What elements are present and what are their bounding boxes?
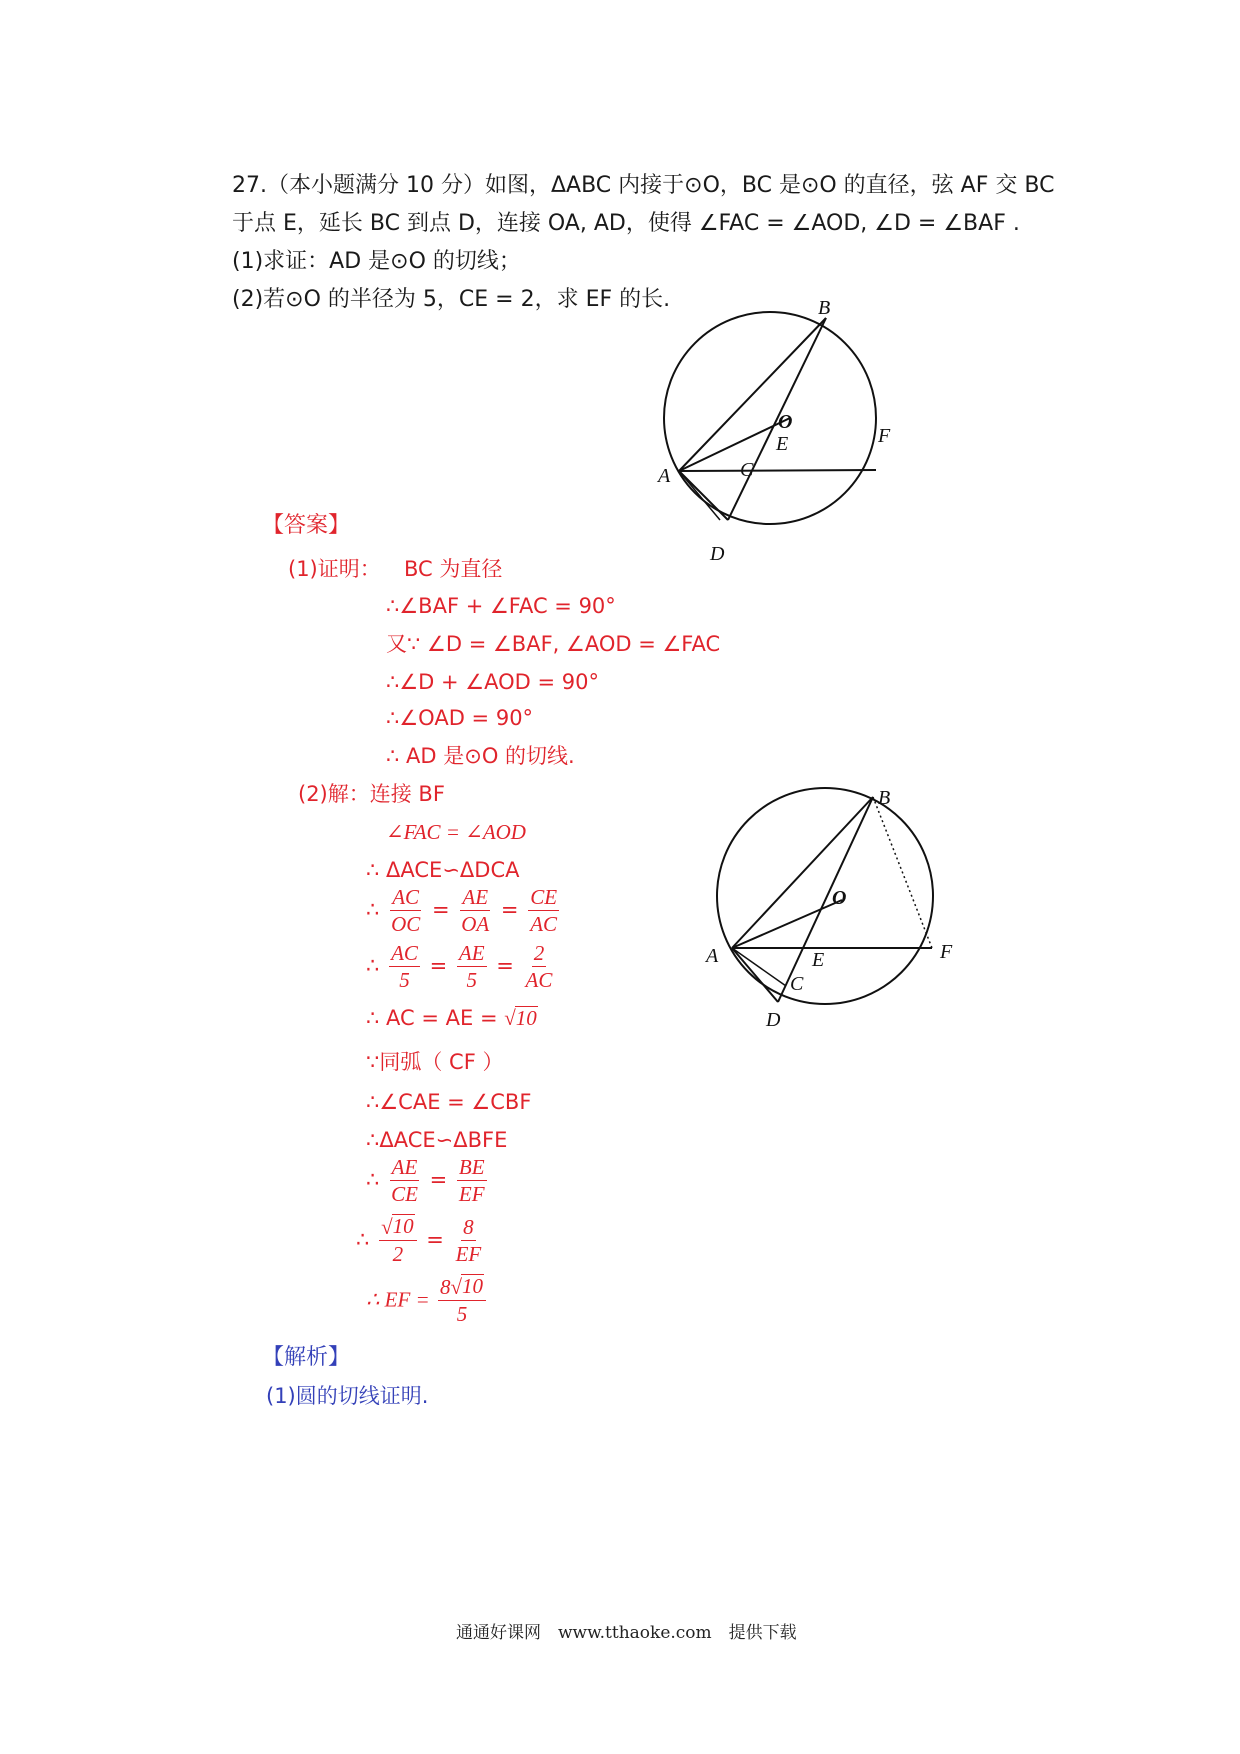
p2-step-10: ∴ √ 10 2 = $\frac{8}{EF}$ bbox=[356, 1214, 482, 1266]
p2-step-6: ∵同弧（ CF ） bbox=[366, 1050, 504, 1074]
p1-given: BC 为直径 bbox=[404, 557, 503, 581]
fig1-label-B: B bbox=[818, 300, 831, 319]
frac-ce-ac: $\frac{CE}{AC}$ bbox=[530, 885, 558, 936]
p1-step-5: ∴ AD 是⊙O 的切线. bbox=[386, 744, 575, 768]
p2-label: (2)解：连接 BF bbox=[298, 782, 445, 806]
figure-1-diagram bbox=[640, 300, 920, 580]
frac-ae-oa: $\frac{AE}{OA}$ bbox=[461, 885, 490, 936]
p1-step-2: 又∵ ∠D = ∠BAF, ∠AOD = ∠FAC bbox=[386, 632, 721, 656]
p2-step-4: ∴ $\frac{AC}{5}$ = $\frac{AE}{5}$ = $\frac{2}{AC}$ bbox=[366, 941, 553, 992]
fig1-label-D: D bbox=[710, 543, 725, 565]
fig1-label-O: O bbox=[778, 411, 793, 433]
frac-ae-ce: $\frac{AE}{CE}$ bbox=[391, 1155, 418, 1206]
frac-ac-5: $\frac{AC}{5}$ bbox=[391, 941, 418, 992]
fig1-label-F: F bbox=[878, 425, 891, 447]
fig2-label-D: D bbox=[766, 1009, 781, 1031]
p1-step-3: ∴∠D + ∠AOD = 90° bbox=[386, 670, 599, 694]
frac-be-ef: $\frac{BE}{EF}$ bbox=[458, 1155, 485, 1206]
p2-step-8: ∴ΔACE∽ΔBFE bbox=[366, 1128, 508, 1152]
question-line-1: 27.（本小题满分 10 分）如图，ΔABC 内接于⊙O，BC 是⊙O 的直径，弦 AF 交 BC bbox=[232, 173, 1055, 198]
frac-2-ac: $\frac{2}{AC}$ bbox=[525, 941, 553, 992]
page-footer: 通通好课网 www.tthaoke.com 提供下载 bbox=[456, 1623, 797, 1643]
fig2-label-C: C bbox=[790, 973, 804, 995]
question-part-1: (1)求证：AD 是⊙O 的切线； bbox=[232, 249, 521, 274]
p2-step-7: ∴∠CAE = ∠CBF bbox=[366, 1090, 532, 1114]
frac-8-ef: $\frac{8}{EF}$ bbox=[455, 1215, 482, 1266]
fig2-label-B: B bbox=[878, 787, 891, 809]
p1-step-1: ∴∠BAF + ∠FAC = 90° bbox=[386, 594, 616, 618]
answer-heading: 【答案】 bbox=[262, 513, 351, 538]
question-part-2: (2)若⊙O 的半径为 5，CE = 2，求 EF 的长. bbox=[232, 287, 671, 312]
question-line-2: 于点 E，延长 BC 到点 D，连接 OA, AD，使得 ∠FAC = ∠AOD, ∠D = ∠BAF . bbox=[232, 211, 1020, 236]
fig1-label-E: E bbox=[776, 433, 789, 455]
fig2-label-F: F bbox=[940, 941, 953, 963]
frac-ac-oc: $\frac{AC}{OC}$ bbox=[391, 885, 421, 936]
fig1-label-A: A bbox=[658, 465, 671, 487]
fig1-label-C: C bbox=[740, 459, 754, 481]
p2-step-5: ∴ AC = AE = √ 10 bbox=[366, 1006, 537, 1030]
p2-step-2: ∴ ΔACE∽ΔDCA bbox=[366, 858, 520, 882]
frac-root10-2: √ 10 2 bbox=[379, 1214, 417, 1267]
analysis-heading: 【解析】 bbox=[262, 1345, 351, 1370]
p2-step-3: ∴ $\frac{AC}{OC}$ = $\frac{AE}{OA}$ = $\frac{CE}{AC}$ bbox=[366, 885, 558, 936]
fig2-label-A: A bbox=[706, 945, 719, 967]
frac-8root10-5: 8 √ 10 5 bbox=[438, 1274, 486, 1327]
p2-step-1: ∠FAC = ∠AOD bbox=[386, 820, 526, 844]
fig2-label-O: O bbox=[832, 887, 847, 909]
fig2-label-E: E bbox=[812, 949, 825, 971]
p2-step-9: ∴ $\frac{AE}{CE}$ = $\frac{BE}{EF}$ bbox=[366, 1155, 485, 1206]
p2-step-11: ∴ EF = 8 √ 10 5 bbox=[366, 1274, 489, 1327]
frac-ae-5: $\frac{AE}{5}$ bbox=[458, 941, 485, 992]
analysis-text: (1)圆的切线证明. bbox=[266, 1384, 429, 1408]
figure-2-diagram bbox=[690, 780, 980, 1040]
p1-step-4: ∴∠OAD = 90° bbox=[386, 706, 534, 730]
p1-label: (1)证明： bbox=[288, 557, 381, 581]
